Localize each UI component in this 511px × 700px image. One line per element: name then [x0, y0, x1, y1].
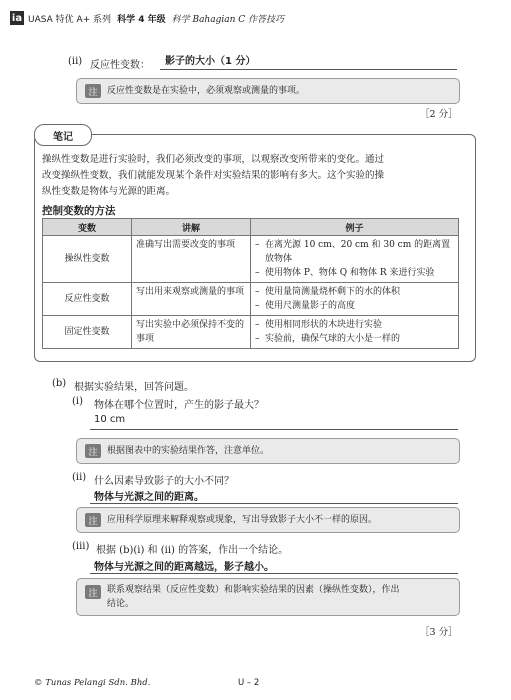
answer-text: 物体与光源之间的距离。	[94, 492, 204, 503]
table-row	[43, 236, 459, 283]
answer-text: 10 cm	[94, 414, 126, 425]
example-item: 实验前，确保气球的大小是一样的	[265, 334, 401, 344]
table-header: 变数	[43, 219, 132, 236]
variable-cell: 反应性变数	[43, 283, 132, 316]
tip-icon: 注	[85, 585, 101, 599]
tip-text	[107, 583, 400, 611]
tip-box	[76, 78, 460, 104]
variables-table	[42, 218, 459, 349]
tip-icon: 注	[85, 84, 101, 98]
subject-title: 科学 4 年级	[117, 14, 166, 25]
example-cell: – 使用相同形状的木块进行实验 – 实验前，确保气球的大小是一样的	[251, 316, 459, 349]
tip-line: 联系观察结果（反应性变数）和影响实验结果的因素（操纵性变数），作出	[107, 585, 400, 595]
tip-line: 结论。	[107, 599, 135, 609]
question-number: (ii)	[68, 56, 83, 67]
question-text: 根据 (b)(i) 和 (ii) 的答案，作出一个结论。	[96, 545, 289, 556]
example-item: 使用量筒测量烧杯剩下的水的体积	[265, 287, 401, 297]
table-row	[43, 283, 459, 316]
page-number: U – 2	[238, 678, 260, 688]
example-item: 使用尺测量影子的高度	[265, 301, 356, 311]
tip-icon: 注	[85, 444, 101, 458]
publisher-logo: ia	[11, 12, 23, 24]
tip-box	[76, 507, 460, 533]
example-item: 使用物体 P、物体 Q 和物体 R 来进行实验	[265, 268, 435, 278]
notes-line: 操纵性变数是进行实验时，我们必须改变的事项，以观察改变所带来的变化。通过	[42, 154, 385, 165]
page-header	[10, 10, 284, 26]
notes-tag	[34, 124, 92, 146]
example-cell: – 在离光源 10 cm、20 cm 和 30 cm 的距离置放物体 – 使用物体 P、物体 Q 和物体 R 来进行实验	[251, 236, 459, 283]
question-text: 什么因素导致影子的大小不同？	[94, 476, 234, 487]
question-text: 物体在哪个位置时，产生的影子最大？	[94, 400, 264, 411]
variable-cell: 固定性变数	[43, 316, 132, 349]
tip-icon: 注	[85, 513, 101, 527]
table-header: 例子	[251, 219, 459, 236]
tip-text: 应用科学原理来解释观察或现象，写出导致影子大小不一样的原因。	[107, 515, 378, 525]
answer-text: 影子的大小（1 分）	[165, 56, 256, 67]
explanation-cell: 写出用来观察或测量的事项	[132, 283, 251, 316]
marks-label: ［2 分］	[420, 109, 458, 120]
question-number: (ii)	[72, 472, 87, 483]
notes-line: 纵性变数是物体与光源的距离。	[42, 186, 176, 197]
answer-line	[160, 69, 457, 70]
question-number: (i)	[72, 396, 84, 407]
table-header: 讲解	[132, 219, 251, 236]
method-title: 控制变数的方法	[42, 205, 116, 217]
tip-text: 反应性变数是在实验中，必须观察或测量的事项。	[107, 86, 306, 96]
question-label: 反应性变数：	[90, 60, 150, 71]
tip-box	[76, 578, 460, 616]
answer-line	[90, 503, 458, 504]
example-item: 在离光源 10 cm、20 cm 和 30 cm 的距离置放物体	[265, 240, 451, 264]
marks-label: ［3 分］	[420, 627, 458, 638]
part-title: 科学 Bahagian C 作答技巧	[171, 14, 285, 25]
table-row	[43, 316, 459, 349]
series-title: UASA 特优 A+ 系列	[28, 14, 112, 25]
tip-box	[76, 438, 460, 464]
answer-line	[90, 573, 458, 574]
question-text: 根据实验结果，回答问题。	[74, 382, 194, 393]
answer-line	[90, 429, 458, 430]
explanation-cell: 准确写出需要改变的事项	[132, 236, 251, 283]
question-number: (b)	[52, 378, 67, 389]
example-cell: – 使用量筒测量烧杯剩下的水的体积 – 使用尺测量影子的高度	[251, 283, 459, 316]
notes-line: 改变操纵性变数，我们就能发现某个条件对实验结果的影响有多大。这个实验的操	[42, 170, 385, 181]
explanation-cell: 写出实验中必须保持不变的事项	[132, 316, 251, 349]
question-number: (iii)	[72, 541, 90, 552]
example-item: 使用相同形状的木块进行实验	[265, 320, 383, 330]
footer-publisher: © Tunas Pelangi Sdn. Bhd.	[34, 678, 151, 688]
notes-paragraph	[42, 152, 466, 200]
variable-cell: 操纵性变数	[43, 236, 132, 283]
answer-text: 物体与光源之间的距离越远，影子越小。	[94, 562, 274, 573]
notes-title: 笔记	[53, 131, 73, 143]
table-header-row	[43, 219, 459, 236]
tip-text: 根据图表中的实验结果作答，注意单位。	[107, 446, 270, 456]
